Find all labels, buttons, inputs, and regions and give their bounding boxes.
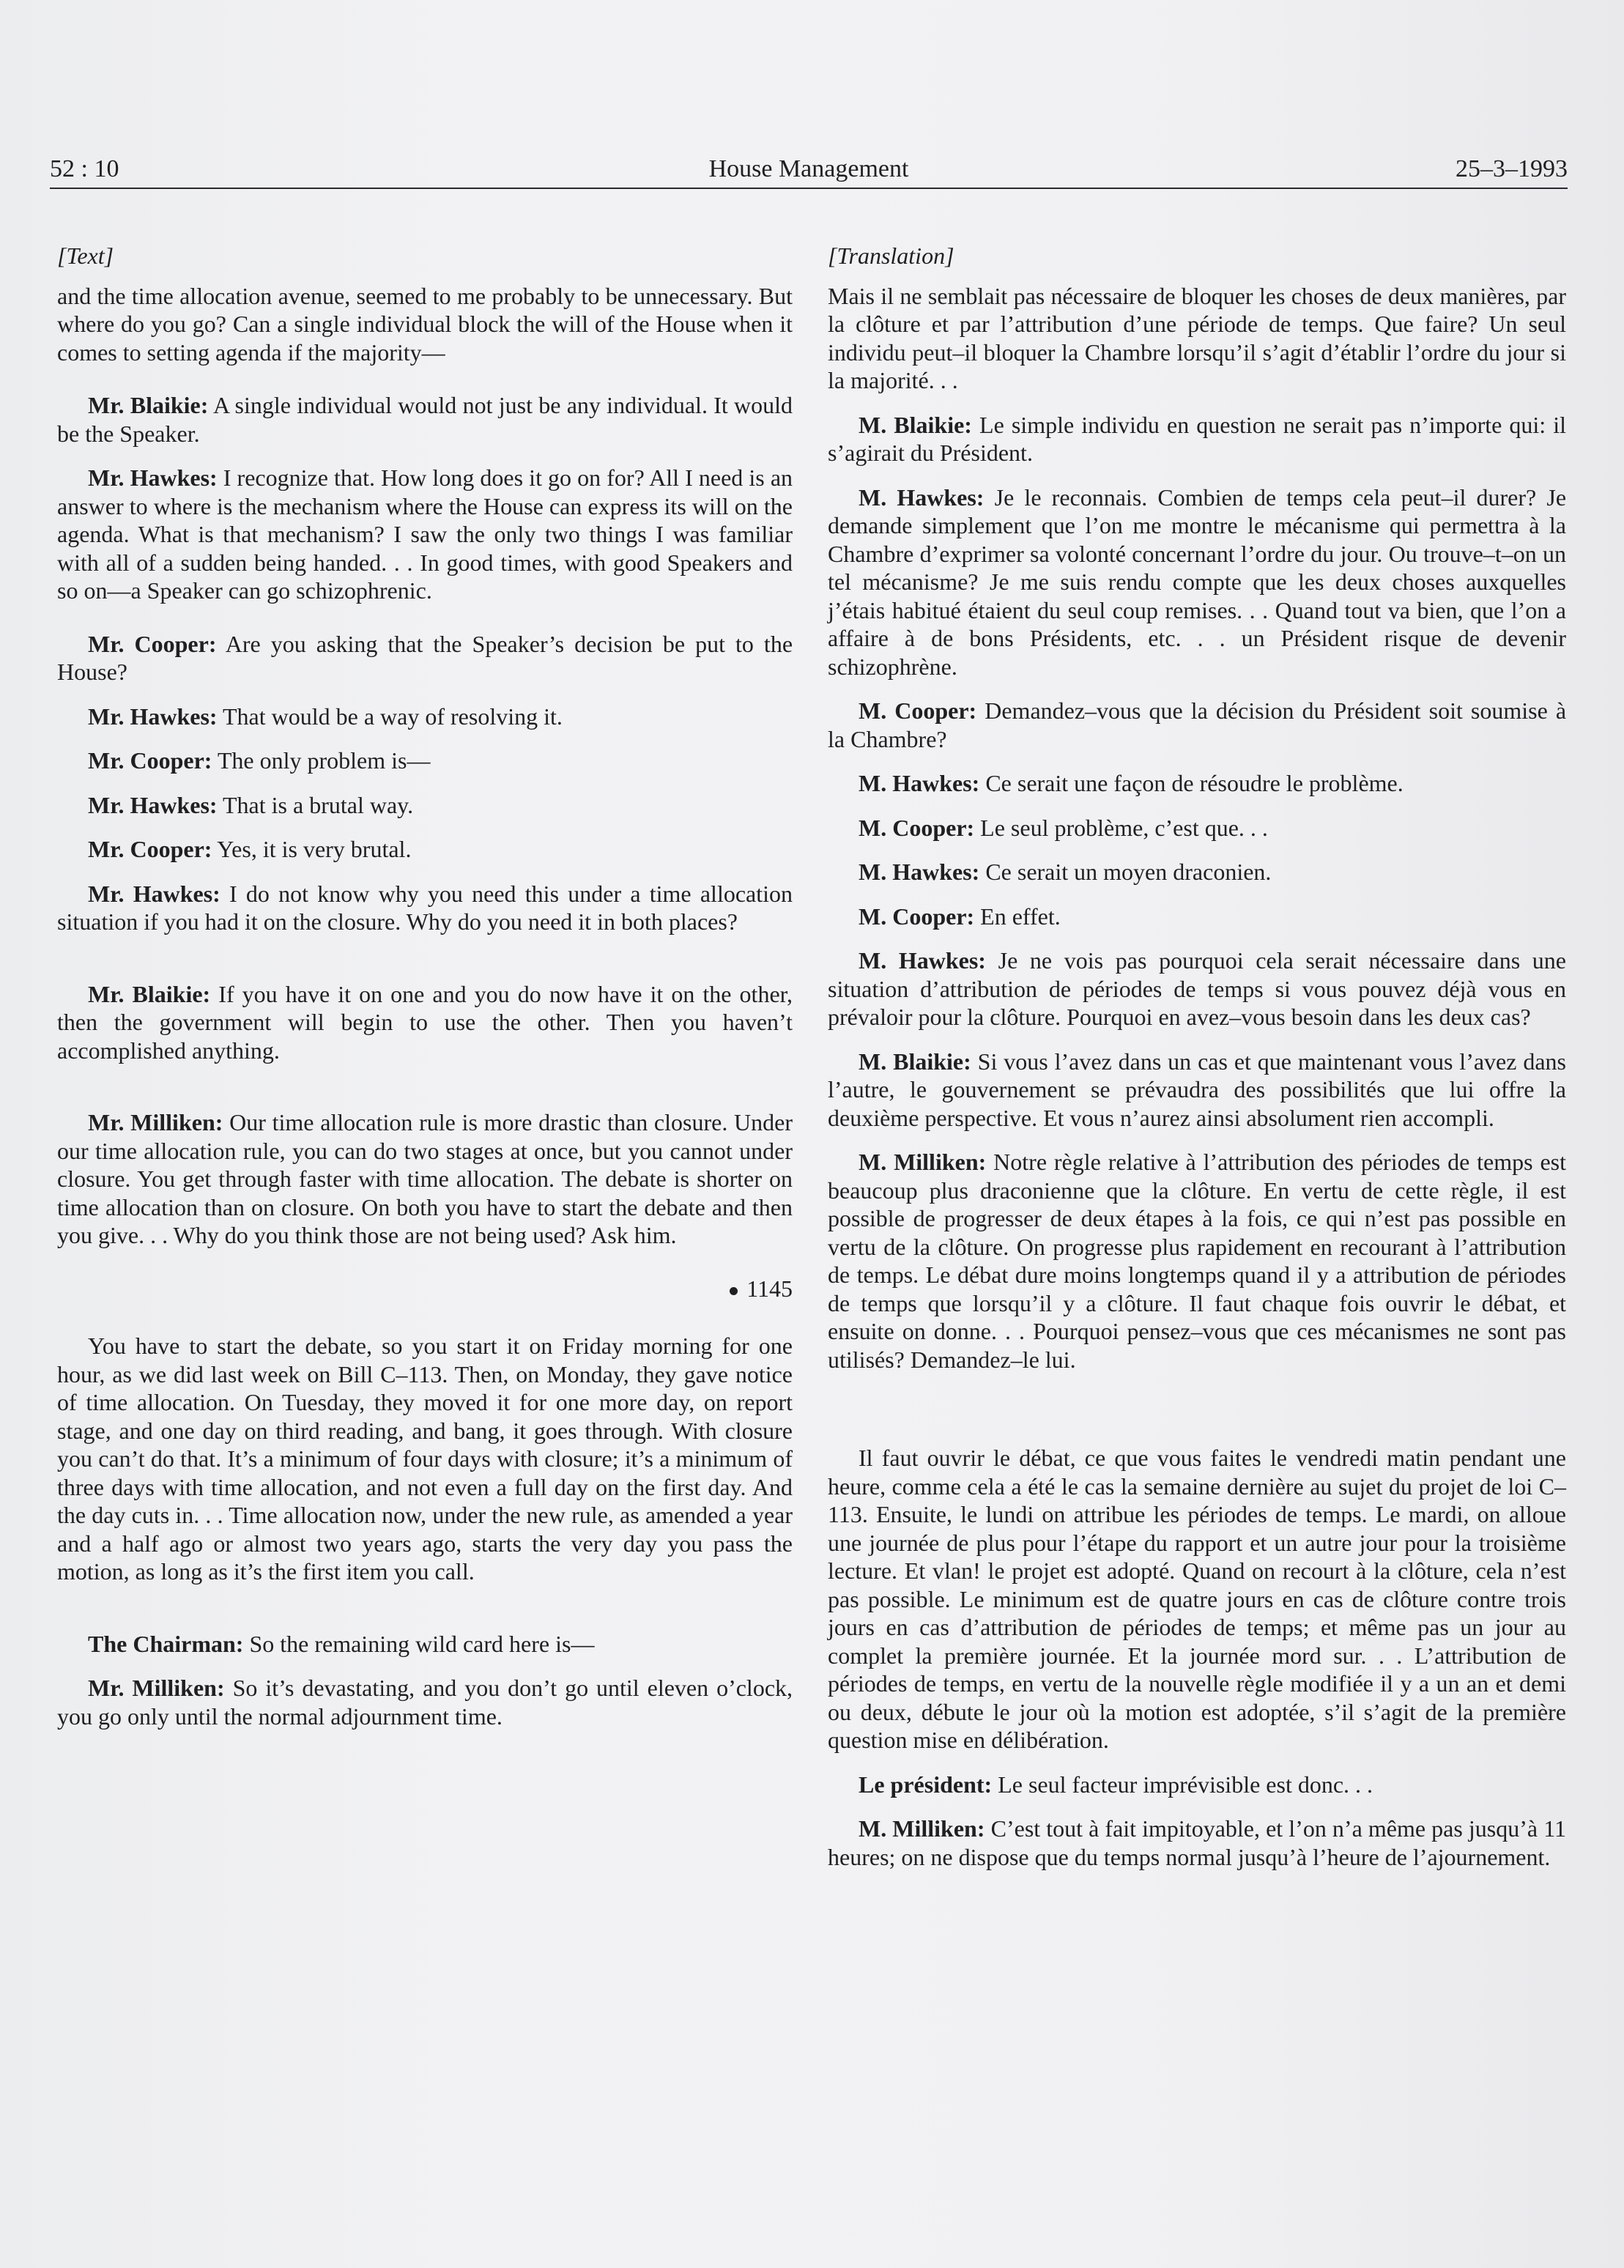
speech-text: Ce serait une façon de résoudre le problème. [985,770,1404,796]
speaker-name: M. Hawkes: [859,770,980,796]
speech-paragraph [57,1674,793,1730]
speaker-name: M. Hawkes: [859,859,980,885]
speech-paragraph: You have to start the debate, so you start it on Friday morning for one hour, as we did last week on Bill C–113. Then, on Monday, they gave notice of time allocation. On Tuesday, they moved it for one more day, on report stage, and one day on third reading, and bang, it goes through. With closure you can’t do that. It’s a minimum of four days with closure; it’s a minimum of three days with time allocation, and not even a full day on the first day. And the day cuts in. . . Time allocation now, under the new rule, as amended a year and a half ago or almost two years ago, starts the very day you pass the motion, as long as it’s the first item you call. [57,1333,793,1585]
speech-text: Demandez–vous que la décision du Président soit soumise à la Chambre? [828,697,1567,752]
speech-paragraph [828,858,1566,886]
speech-text: Notre règle relative à l’attribution des périodes de temps est beaucoup plus draconienne que la clôture. En vertu de cette règle, il est possible de progresser de deux étapes à la fois, ce qui n’est pas possible en vertu de la clôture. On progresse plus rapidement en recourant à l’attribution de temps. Le débat dure moins longtemps quand il y a attribution de périodes de temps que lorsqu’il y a clôture. Il faut chaque fois ouvrir le débat, et ensuite on donne. . . Pourquoi pensez–vous que ces mécanismes ne sont pas utilisés? Demandez–le lui. [828,1149,1567,1373]
speech-text: That is a brutal way. [223,791,414,818]
page-folio: 52 : 10 [50,155,119,182]
speaker-name: M. Milliken: [859,1149,987,1175]
speech-paragraph [828,946,1566,1031]
speaker-name: Mr. Milliken: [88,1675,225,1701]
speaker-name: M. Cooper: [859,903,975,930]
speech-paragraph [57,391,793,448]
timestamp-value: 1145 [746,1275,793,1302]
speech-text: That would be a way of resolving it. [223,703,563,730]
speaker-name: Mr. Hawkes: [88,464,218,491]
speaker-name: M. Cooper: [859,697,977,724]
speech-text: Le simple individu en question ne serait pas n’importe qui: il s’agirait du Président. [828,411,1567,466]
speech-paragraph [57,1108,793,1250]
speech-text: Si vous l’avez dans un cas et que maintenant vous l’avez dans l’autre, le gouvernement se prévaudra des possibilités que lui offre la deuxième perspective. Et vous n’aurez ainsi absolument rien accompli. [828,1048,1566,1131]
speech-paragraph [57,880,793,936]
timestamp [57,1275,793,1303]
speech-text: So it’s devastating, and you don’t go until eleven o’clock, you go only until the normal adjournment time. [57,1675,793,1730]
speech-text: Yes, it is very brutal. [217,836,412,862]
speech-text: Je le reconnais. Combien de temps cela peut–il durer? Je demande simplement que l’on me montre le mécanisme qui permettra à la Chambre d’exprimer sa volonté concernant l’ordre du jour. Ou trouve–t–on un tel mécanisme? Je me suis rendu compte que les deux choses auxquelles j’étais habitué étaient du seul coup remises. . . Quand tout va bien, que l’on a affaire à de bons Présidents, etc. . . un Président risque de devenir schizophrène. [828,483,1567,680]
speech-text: En effet. [980,903,1061,930]
speaker-name: M. Blaikie: [859,411,972,438]
speaker-name: Mr. Hawkes: [88,703,218,730]
speech-text: A single individual would not just be any individual. It would be the Speaker. [57,392,793,447]
speech-text: Are you asking that the Speaker’s decision be put to the House? [57,630,793,685]
speaker-name: Le président: [859,1771,993,1798]
speaker-name: M. Cooper: [859,814,975,841]
speaker-name: Mr. Hawkes: [88,791,218,818]
speech-text: C’est tout à fait impitoyable, et l’on n’a même pas jusqu’à 11 heures; on ne dispose que du temps normal jusqu’à l’heure de l’ajournement. [828,1815,1567,1870]
speech-text: I do not know why you need this under a time allocation situation if you had it on the closure. Why do you need it in both places? [57,880,793,935]
speaker-name: M. Hawkes: [859,483,985,511]
speaker-name: Mr. Milliken: [88,1109,223,1135]
speaker-name: Mr. Cooper: [88,630,217,657]
speech-paragraph [57,464,793,605]
speech-paragraph [57,980,793,1065]
speaker-name: Mr. Cooper: [88,836,212,862]
speech-paragraph [57,791,793,820]
speaker-name: Mr. Blaikie: [88,392,209,418]
speech-paragraph [828,1771,1566,1799]
speech-paragraph [57,835,793,864]
speaker-name: M. Blaikie: [859,1048,971,1075]
speech-text: So the remaining wild card here is— [249,1630,595,1657]
speech-text: The only problem is— [217,747,431,774]
speech-paragraph [828,483,1566,681]
speech-text: Our time allocation rule is more drastic than closure. Under our time allocation rule, you can do two stages at once, but you cannot under closure. You get through faster with time allocation. The debate is shorter on time allocation than on closure. On both you have to start the debate and then you give. . . Why do you think those are not being used? Ask him. [57,1109,793,1248]
speech-paragraph [828,903,1566,931]
speech-paragraph [828,1048,1566,1133]
speech-text: Ce serait un moyen draconien. [985,859,1272,885]
running-title: House Management [708,155,909,182]
running-header [50,152,1568,189]
text-label: [Text] [57,242,114,269]
translation-label: [Translation] [828,242,954,269]
speech-paragraph [57,630,793,686]
speaker-name: M. Milliken: [859,1815,985,1842]
bullet-icon [730,1287,738,1295]
speaker-name: The Chairman: [88,1630,244,1657]
speech-paragraph: Il faut ouvrir le débat, ce que vous faites le vendredi matin pendant une heure, comme cela a été le cas la semaine dernière au sujet du projet de loi C–113. Ensuite, le lundi on attribue les périodes de temps. Le mardi, on alloue une journée de plus pour l’étape du rapport et un autre jour pour la troisième lecture. Et vlan! le projet est adopté. Quand on recourt à la clôture, cela n’est pas possible. Le minimum est de quatre jours en cas de clôture contre trois jours en cas d’attribution de périodes de temps; et même pas un jour au complet la première journée. Et la journée mord sur. . . L’attribution de périodes de temps, en vertu de la nouvelle règle modifiée il y a un an et demi ou deux, débute le jour où la motion est adoptée, s’il s’agit de la première question mise en délibération. [828,1445,1566,1753]
speech-paragraph [828,697,1566,753]
speech-text: Le seul facteur imprévisible est donc. . . [998,1771,1373,1798]
speech-paragraph [57,703,793,731]
speech-paragraph [828,769,1566,798]
speaker-name: Mr. Cooper: [88,747,212,774]
header-date: 25–3–1993 [1456,155,1568,182]
speech-text: I recognize that. How long does it go on for? All I need is an answer to where is the mechanism where the House can express its will on the agenda. What is that mechanism? I saw the only two things I was familiar with all of a sudden being handed. . . In good times, with good Speakers and so on—a Speaker can go schizophrenic. [57,464,793,604]
speech-paragraph [828,1815,1566,1871]
speech-paragraph [57,1630,793,1659]
speech-text: If you have it on one and you do now have it on the other, then the government will begin to use the other. Then you haven’t accomplished anything. [57,980,793,1064]
paragraph: and the time allocation avenue, seemed to me probably to be unnecessary. But where do you go? Can a single individual block the will of the House when it comes to setting agenda if the majority— [57,282,793,366]
paragraph: Mais il ne semblait pas nécessaire de bloquer les choses de deux manières, par la clôture et par l’attribution d’une période de temps. Que faire? Un seul individu peut–il bloquer la Chambre lorsqu’il s’agit d’établir l’ordre du jour si la majorité. . . [828,282,1566,393]
speech-text: Je ne vois pas pourquoi cela serait nécessaire dans une situation d’attribution de périodes de temps si vous pouvez déjà vous en prévaloir pour la clôture. Pourquoi en avez–vous besoin dans les deux cas? [828,947,1567,1030]
english-column [57,242,793,1746]
speaker-name: Mr. Hawkes: [88,880,220,907]
french-column [828,242,1566,1887]
speaker-name: M. Hawkes: [859,947,986,974]
speech-paragraph [828,814,1566,842]
speech-paragraph [828,1148,1566,1374]
speaker-name: Mr. Blaikie: [88,980,211,1007]
speech-text: Le seul problème, c’est que. . . [980,814,1268,841]
speech-paragraph [828,411,1566,467]
speech-paragraph [57,746,793,775]
